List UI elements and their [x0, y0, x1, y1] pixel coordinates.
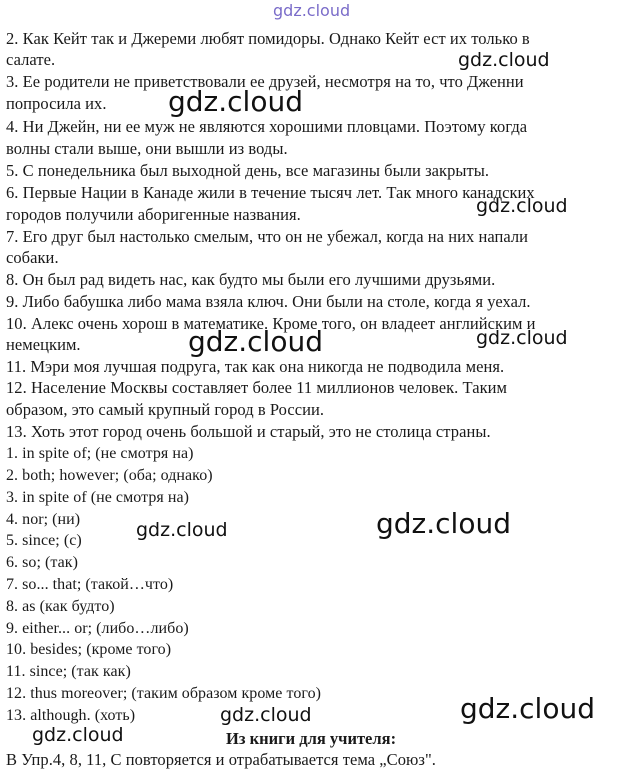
text-line: 12. Население Москвы составляет более 11 миллионов человек. Таким — [6, 378, 508, 397]
text-line: 8. Он был рад видеть нас, как будто мы были его лучшими друзьями. — [6, 270, 496, 289]
text-line: собаки. — [6, 248, 59, 267]
answer-line: 3. in spite of (не смотря на) — [6, 489, 189, 506]
watermark-logo: gdz.cloud — [476, 195, 568, 217]
teacher-note: В Упр.4, 8, 11, С повторяется и отрабатывается тема „Союз". — [6, 750, 436, 769]
answer-line: 6. so; (так) — [6, 554, 78, 571]
watermark-logo: gdz.cloud — [460, 692, 595, 725]
answer-line: 2. both; however; (оба; однако) — [6, 467, 213, 484]
answer-line: 1. in spite of; (не смотря на) — [6, 445, 194, 462]
text-line: 5. С понедельника был выходной день, все магазины были закрыты. — [6, 161, 490, 180]
text-line: волны стали выше, они вышли из воды. — [6, 139, 288, 158]
watermark-logo: gdz.cloud — [220, 704, 312, 726]
answer-line: 8. as (как будто) — [6, 598, 115, 615]
text-line: 11. Мэри моя лучшая подруга, так как она никогда не подводила меня. — [6, 357, 505, 376]
text-line: 3. Ее родители не приветствовали ее друзей, несмотря на то, что Дженни — [6, 72, 524, 91]
answer-line: 13. although. (хоть) — [6, 707, 136, 724]
text-line: городов получили аборигенные названия. — [6, 205, 301, 224]
watermark-logo: gdz.cloud — [188, 325, 323, 358]
watermark-logo: gdz.cloud — [376, 507, 511, 540]
watermark-logo: gdz.cloud — [168, 85, 303, 118]
answer-line: 9. either... or; (либо…либо) — [6, 620, 189, 637]
text-line: образом, это самый крупный город в России. — [6, 400, 325, 419]
text-line: 13. Хоть этот город очень большой и старый, это не столица страны. — [6, 422, 491, 441]
text-line: попросила их. — [6, 94, 107, 113]
watermark-logo: gdz.cloud — [273, 1, 351, 20]
watermark-logo: gdz.cloud — [136, 519, 228, 541]
text-line: 4. Ни Джейн, ни ее муж не являются хорошими пловцами. Поэтому когда — [6, 117, 528, 136]
answer-line: 5. since; (с) — [6, 532, 82, 549]
answer-line: 4. nor; (ни) — [6, 511, 81, 528]
text-line: немецким. — [6, 335, 81, 354]
teacher-book-heading: Из книги для учителя: — [226, 729, 397, 748]
watermark-logo: gdz.cloud — [476, 327, 568, 349]
text-line: 7. Его друг был настолько смелым, что он не убежал, когда на них напали — [6, 227, 529, 246]
answer-line: 10. besides; (кроме того) — [6, 641, 172, 658]
answer-line: 12. thus moreover; (таким образом кроме того) — [6, 685, 322, 702]
answer-line: 11. since; (так как) — [6, 663, 131, 680]
watermark-logo: gdz.cloud — [32, 724, 124, 746]
text-line: 6. Первые Нации в Канаде жили в течение тысяч лет. Так много канадских — [6, 183, 535, 202]
text-line: 9. Либо бабушка либо мама взяла ключ. Они были на столе, когда я уехал. — [6, 292, 531, 311]
text-line: 2. Как Кейт так и Джереми любят помидоры. Однако Кейт ест их только в — [6, 29, 530, 48]
text-line: салате. — [6, 50, 56, 69]
watermark-logo: gdz.cloud — [458, 49, 550, 71]
text-line: 10. Алекс очень хорош в математике. Кроме того, он владеет английским и — [6, 314, 536, 333]
answer-line: 7. so... that; (такой…что) — [6, 576, 174, 593]
